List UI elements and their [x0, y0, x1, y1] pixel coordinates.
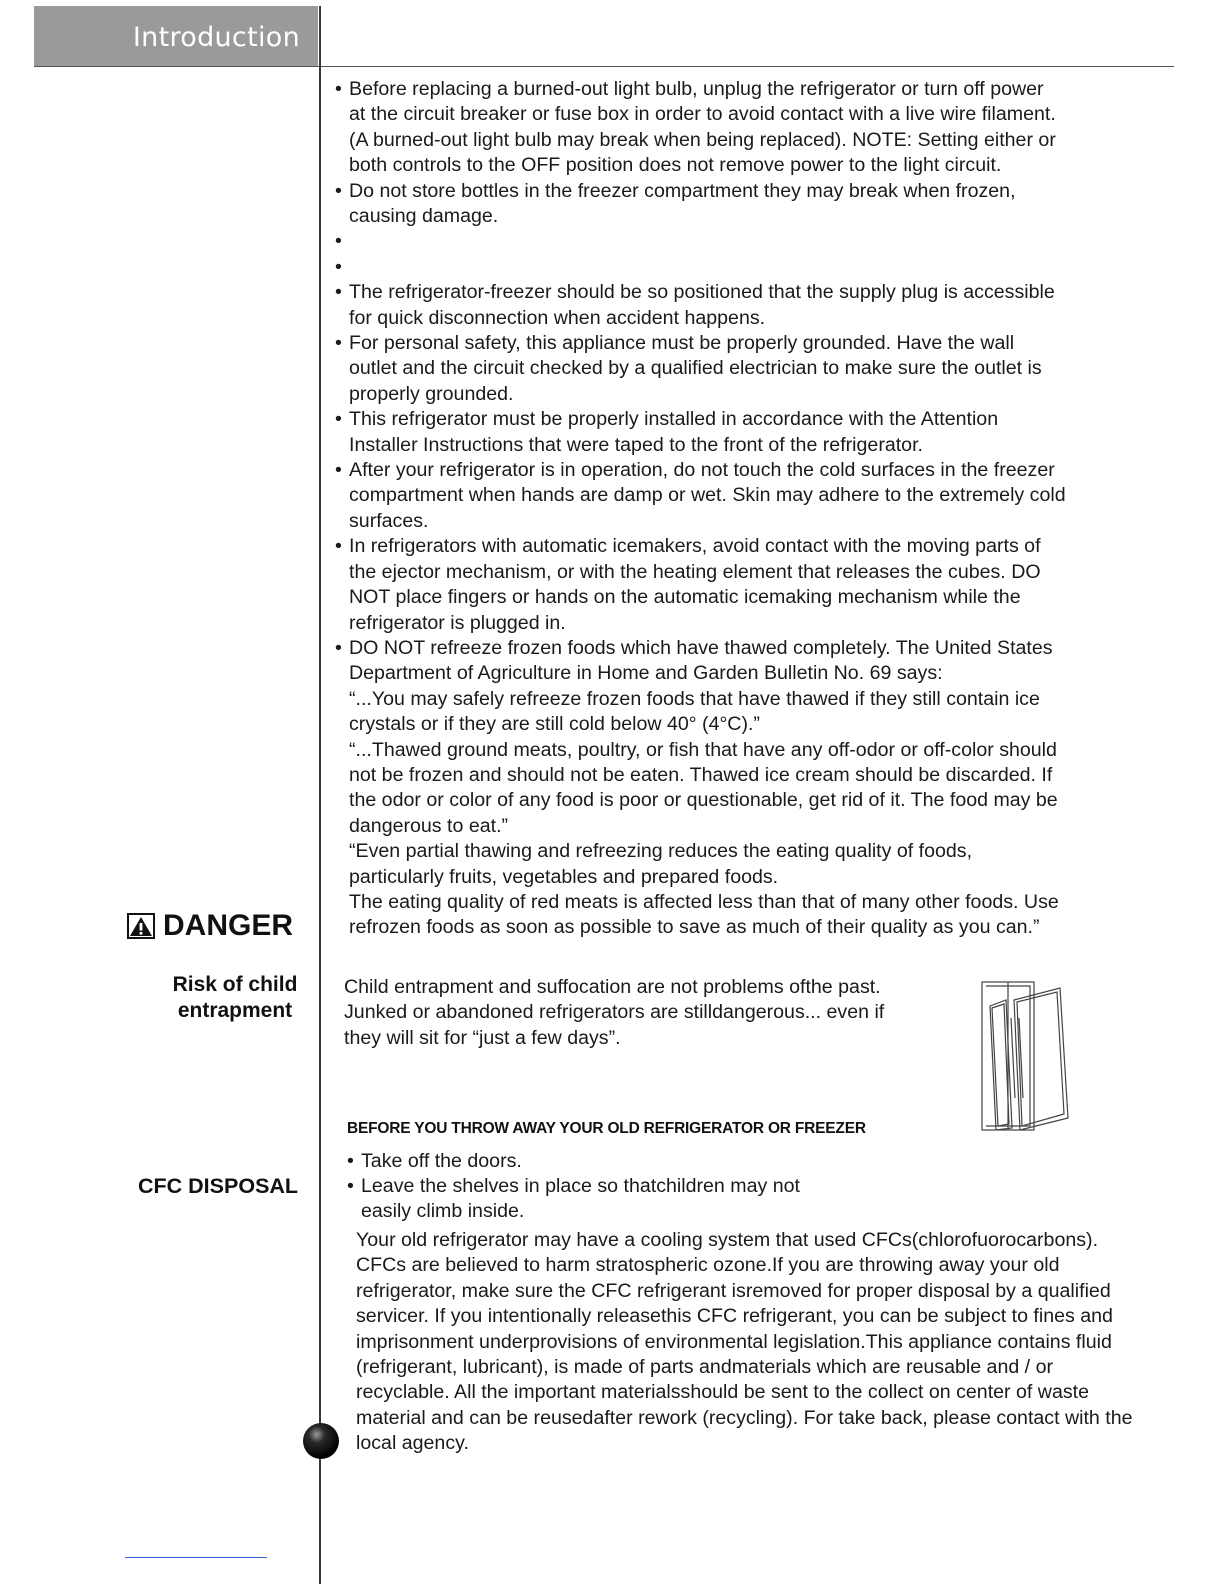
danger-label: DANGER — [163, 909, 294, 942]
text-line: Your old refrigerator may have a cooling system that used CFCs — [356, 1229, 912, 1251]
text-line: Child entrapment and suffocation are not problems of — [344, 976, 806, 998]
text-line: Department of Agriculture in Home and Garden Bulletin No. 69 says: — [349, 662, 943, 685]
text-line: • In refrigerators with automatic icemakers, avoid contact with the moving parts of — [349, 535, 1041, 558]
text-line: this CFC refrigerant, you can be subject to fines and imprisonment under — [356, 1305, 1113, 1353]
text-line: materials which are reusable and / or recyclable. All the important materials — [356, 1356, 1053, 1404]
text-line: • This refrigerator must be properly installed in accordance with the Attention — [349, 408, 999, 431]
safety-bullet — [334, 331, 1154, 407]
text-line: “...You may safely refreeze frozen foods that have thawed if they still contain ice — [349, 687, 1040, 710]
safety-bullet — [334, 636, 1154, 941]
text-line: • Do not store bottles in the freezer compartment they may break when frozen, — [349, 179, 1016, 202]
disposal-step — [347, 1149, 847, 1174]
safety-bullet — [334, 255, 1154, 280]
text-line: NOT place fingers or hands on the automatic icemaking mechanism while the — [349, 586, 1021, 609]
text-line: • Before replacing a burned-out light bulb, unplug the refrigerator or turn off power — [349, 78, 1044, 100]
text-line: Take off the doors. — [361, 1150, 522, 1172]
text-line: the odor or color of any food is poor or questionable, get rid of it. The food may be — [349, 789, 1058, 812]
text-line: Leave the shelves in place so that — [361, 1175, 657, 1197]
margin-divider — [319, 6, 321, 1584]
text-line: Installer Instructions that were taped to the front of the refrigerator. — [349, 433, 923, 456]
text-line: provisions of environmental legislation. — [529, 1330, 866, 1353]
text-line: • The refrigerator-freezer should be so positioned that the supply plug is accessible — [349, 281, 1055, 304]
text-line: • After your refrigerator is in operation, do not touch the cold surfaces in the freezer — [349, 459, 1055, 482]
text-line: The eating quality of red meats is affected less than that of many other foods. Use — [349, 890, 1059, 913]
cfc-disposal-text — [356, 1228, 1146, 1457]
text-line: the past. Junked or abandoned refrigerators are still — [344, 976, 881, 1024]
text-line: refrigerator is plugged in. — [349, 611, 566, 634]
text-line: after rework (recycling). For take back, please contact with the local agency. — [356, 1406, 1133, 1455]
text-line: should be sent to the collect on center of waste material and can be reused — [356, 1381, 1089, 1429]
refrigerator-doors-open-illustration — [972, 978, 1076, 1134]
warning-triangle-icon — [127, 913, 155, 939]
text-line: not be frozen and should not be eaten. Thawed ice cream should be discarded. If — [349, 763, 1053, 786]
text-line: • DO NOT refreeze frozen foods which have thawed completely. The United States — [349, 636, 1053, 659]
safety-bullet — [334, 229, 1154, 254]
text-line: the ejector mechanism, or with the heating element that releases the cubes. DO — [349, 560, 1041, 583]
text-line: properly grounded. — [349, 382, 514, 405]
page-marker-ball-icon — [302, 1422, 340, 1460]
text-line: removed for proper disposal by a qualified servicer. If you intentionally release — [356, 1279, 1111, 1328]
text-line: surfaces. — [349, 509, 429, 532]
danger-heading — [127, 909, 293, 943]
text-line: dangerous to eat.” — [349, 814, 509, 837]
safety-bullet — [334, 179, 1154, 230]
safety-bullet — [334, 407, 1154, 458]
risk-of-child-entrapment-heading — [150, 972, 320, 1024]
cfc-disposal-heading: CFC DISPOSAL — [138, 1174, 299, 1198]
text-line: “Even partial thawing and refreezing reduces the eating quality of foods, — [349, 840, 973, 863]
safety-bullet — [334, 280, 1154, 331]
text-line: both controls to the OFF position does not remove power to the light circuit. — [349, 154, 1002, 177]
text-line: (A burned-out light bulb may break when being replaced). NOTE: Setting either or — [349, 128, 1056, 151]
text-line: refrozen foods as soon as possible to save as much of their quality as you can.” — [349, 916, 1040, 939]
text-line: If you are throwing away your old refrigerator, make sure the CFC refrigerant is — [356, 1254, 1060, 1302]
section-title: Introduction — [132, 22, 300, 53]
footer-link-underline — [125, 1557, 267, 1558]
text-line: causing damage. — [349, 205, 499, 228]
safety-bullet — [334, 458, 1154, 534]
safety-bullet-list — [334, 77, 1154, 941]
child-entrapment-text — [344, 975, 904, 1051]
section-header-tab — [34, 6, 318, 66]
safety-bullet — [334, 534, 1154, 636]
text-line: particularly fruits, vegetables and prepared foods. — [349, 865, 779, 888]
text-line: for quick disconnection when accident happens. — [349, 306, 766, 329]
text-line: crystals or if they are still cold below 40° (4°C).” — [349, 713, 760, 736]
header-divider — [34, 66, 1174, 67]
text-line: children may not easily climb inside. — [361, 1175, 800, 1222]
risk-heading-line: entrapment — [177, 999, 293, 1022]
text-line: • For personal safety, this appliance must be properly grounded. Have the wall — [349, 332, 1015, 355]
disposal-step — [347, 1174, 847, 1224]
text-line: (chlorofuorocarbons). CFCs are believed to harm stratospheric ozone. — [356, 1229, 1099, 1277]
text-line: compartment when hands are damp or wet. Skin may adhere to the extremely cold — [349, 484, 1066, 507]
text-line: “...Thawed ground meats, poultry, or fish that have any off-odor or off-color should — [349, 738, 1057, 761]
text-line: at the circuit breaker or fuse box in order to avoid contact with a live wire filament. — [349, 103, 1056, 126]
disposal-steps-list — [347, 1149, 847, 1224]
safety-bullet — [334, 77, 1154, 179]
text-line: dangerous... even if they will sit for “just a few days”. — [344, 1001, 885, 1049]
disposal-heading: BEFORE YOU THROW AWAY YOUR OLD REFRIGERATOR OR FREEZER — [347, 1120, 866, 1137]
text-line: outlet and the circuit checked by a qualified electrician to make sure the outlet is — [349, 357, 1042, 380]
text-line: This appliance contains fluid (refrigerant, lubricant), is made of parts and — [356, 1330, 1112, 1379]
risk-heading-line: Risk of child — [172, 973, 298, 996]
